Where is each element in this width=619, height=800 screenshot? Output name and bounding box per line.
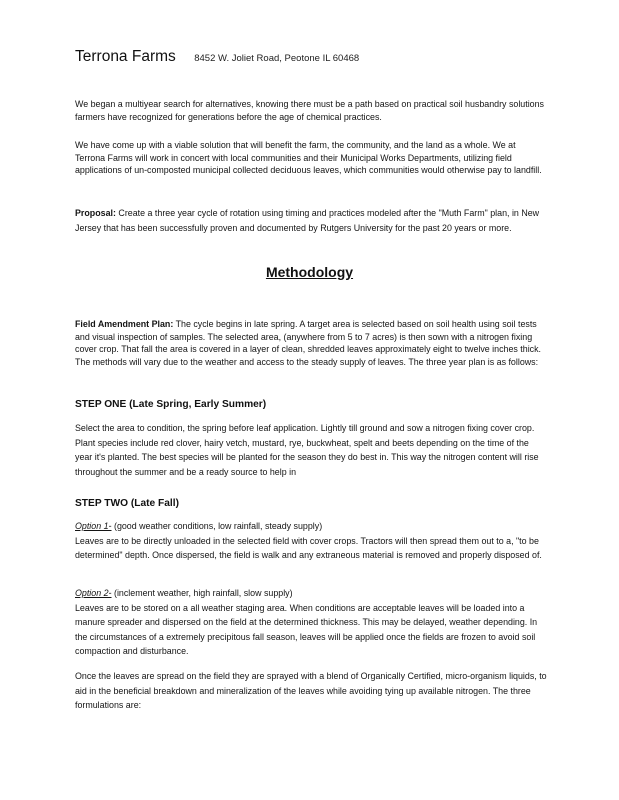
step-one-text: Select the area to condition, the spring before leaf application. Lightly till ground and sow a nitrogen fixing cover crop. Plant species include red clover, hairy vetch, mustard, rye, buckwheat, spelt and beets depending on the time of the year it's planted. The best species will be planted for the season they do best in. This way the nitrogen content will rise throughout the summer and be a ready source to help in [75,423,539,477]
proposal-label: Proposal: [75,208,116,218]
option-1-conditions: (good weather conditions, low rainfall, steady supply) [113,521,323,531]
company-name: Terrona Farms [75,48,176,65]
intro-paragraph-1: We began a multiyear search for alternatives, knowing there must be a path based on practical soil husbandry solutions farmers have recognized for generations before the age of chemical practices. [75,99,544,122]
intro-paragraph-2: We have come up with a viable solution that will benefit the farm, the community, and the land as a whole. We at Terrona Farms will work in concert with local communities and their Municipal Works Departments, utilizing field applications of un-composted municipal collected deciduous leaves, which communities would otherwise pay to landfill. [75,140,542,176]
option-1-paragraph [75,519,547,563]
option-2-paragraph [75,586,547,659]
option-1-text: Leaves are to be directly unloaded in the selected field with cover crops. Tractors will then spread them out to a, "to be determined" depth. Once dispersed, the field is walk and any extraneous material is removed and properly disposed of. [75,535,542,560]
step-two-heading: STEP TWO (Late Fall) [75,498,179,509]
option-2-text: Leaves are to be stored on a all weather staging area. When conditions are acceptable leaves will be loaded into a manure spreader and dispersed on the field at the determined thickness. This may be delayed, weather depending. In the circumstances of a extremely precipitous fall season, leaves will be applied once the fields are frozen to avoid soil compaction and disturbance. [75,602,538,656]
proposal-paragraph [75,206,547,235]
methodology-heading: Methodology [265,264,354,280]
option-2-conditions: (inclement weather, high rainfall, slow supply) [113,588,293,598]
letterhead [75,48,359,66]
option-2-label: Option 2- [75,588,112,598]
step-one-heading: STEP ONE (Late Spring, Early Summer) [75,399,267,410]
field-amendment-text: The cycle begins in late spring. A target area is selected based on soil health using soil tests and visual inspection of samples. The selected area, (anywhere from 5 to 7 acres) is then sown with a nitrogen fixing cover crop. That fall the area is covered in a layer of clean, shredded leaves approximately eight to twelve inches thick. The methods will vary due to the weather and access to the steady supply of leaves. The three year plan is as follows: [75,319,542,368]
proposal-text: Create a three year cycle of rotation using timing and practices modeled after the "Muth Farm" plan, in New Jersey that has been successfully proven and documented by Rutgers University for the past 20 years or more. [75,208,540,233]
company-address: 8452 W. Joliet Road, Peotone IL 60468 [194,53,360,64]
leaf-spray-paragraph: Once the leaves are spread on the field they are sprayed with a blend of Organically Certified, micro-organism liquids, to aid in the beneficial breakdown and mineralization of the leaves while avoiding tying up available nitrogen. The three formulations are: [75,671,547,710]
option-1-label: Option 1- [75,521,112,531]
field-amendment-label: Field Amendment Plan: [75,319,174,329]
field-amendment-paragraph [75,318,547,369]
